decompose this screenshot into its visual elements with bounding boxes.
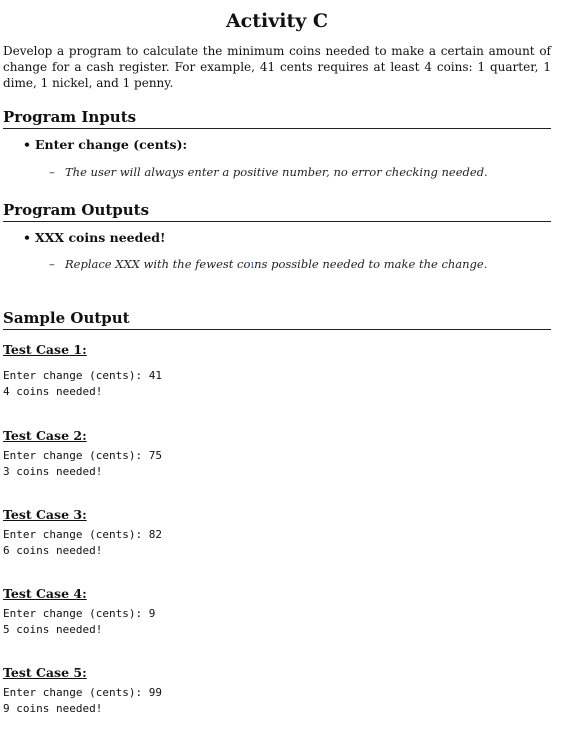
test-case-3 — [3, 507, 162, 559]
outputs-note-text-2: ns possible needed to make the change. — [254, 257, 488, 271]
outputs-note-text-1: Replace XXX with the fewest co — [65, 257, 251, 271]
outputs-section — [3, 201, 551, 222]
test-case-1 — [3, 342, 162, 400]
inputs-note-text: The user will always enter a positive number, no error checking needed. — [65, 165, 488, 179]
intro-paragraph: Develop a program to calculate the minimum coins needed to make a certain amount of change for a cash register. For example, 41 cents requires at least 4 coins: 1 quarter, 1 dime, 1 nickel, and 1 penny. — [3, 44, 551, 90]
test-case-output-line: 6 coins needed! — [3, 544, 103, 557]
inputs-bullet-text: Enter change (cents): — [35, 137, 188, 152]
test-case-input-line: Enter change (cents): 99 — [3, 686, 162, 699]
test-case-input-line: Enter change (cents): 75 — [3, 449, 162, 462]
outputs-bullet-text: XXX coins needed! — [35, 230, 166, 245]
text-cursor-icon: ı — [250, 257, 255, 271]
test-case-output-line: 5 coins needed! — [3, 623, 103, 636]
test-case-output-line: 9 coins needed! — [3, 702, 103, 715]
test-case-input-line: Enter change (cents): 9 — [3, 607, 156, 620]
inputs-heading: Program Inputs — [3, 108, 551, 129]
dash-icon: – — [49, 257, 55, 271]
sample-heading: Sample Output — [3, 309, 551, 330]
page-title: Activity C — [225, 10, 329, 32]
test-case-title: Test Case 4: — [3, 586, 87, 601]
outputs-heading: Program Outputs — [3, 201, 551, 222]
inputs-note — [49, 164, 488, 180]
test-case-2 — [3, 428, 162, 480]
test-case-5 — [3, 665, 162, 717]
dash-icon: – — [49, 165, 55, 179]
outputs-note — [49, 256, 487, 272]
outputs-bullet — [23, 230, 166, 246]
test-case-title: Test Case 5: — [3, 665, 87, 680]
test-case-title: Test Case 3: — [3, 507, 87, 522]
test-case-input-line: Enter change (cents): 41 — [3, 369, 162, 382]
test-case-4 — [3, 586, 155, 638]
inputs-bullet — [23, 137, 187, 153]
inputs-section — [3, 108, 551, 129]
test-case-title: Test Case 1: — [3, 342, 87, 357]
test-case-output-line: 4 coins needed! — [3, 385, 103, 398]
bullet-dot-icon: • — [23, 230, 31, 245]
test-case-title: Test Case 2: — [3, 428, 87, 443]
test-case-output-line: 3 coins needed! — [3, 465, 103, 478]
test-case-input-line: Enter change (cents): 82 — [3, 528, 162, 541]
bullet-dot-icon: • — [23, 137, 31, 152]
sample-section — [3, 309, 551, 330]
